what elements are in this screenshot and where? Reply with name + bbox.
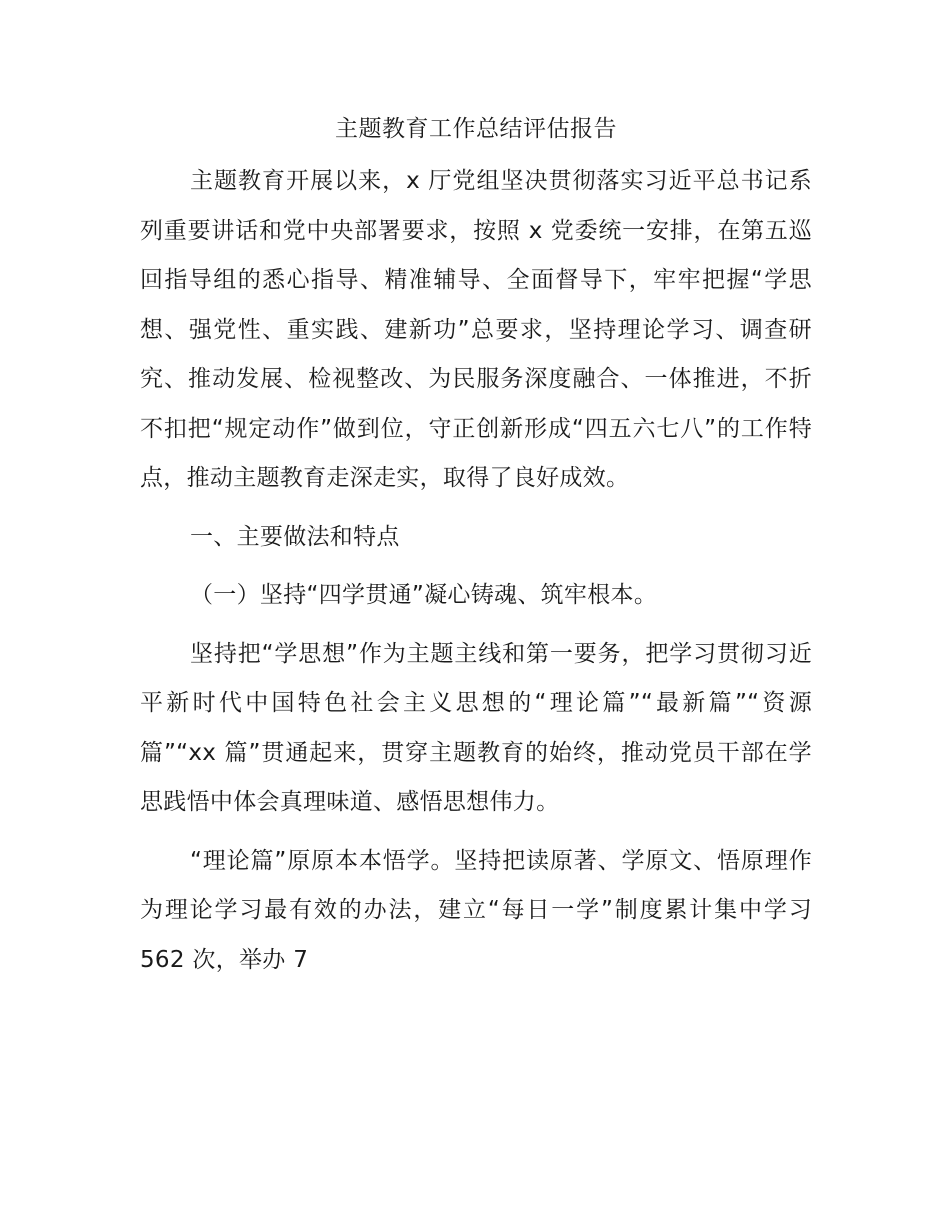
- document-body: [140, 108, 812, 985]
- body-paragraph-2: “理论篇”原原本本悟学。坚持把读原著、学原文、悟原理作为理论学习最有效的办法，建立“每日一学”制度累计集中学习 562 次，举办 7: [140, 847, 812, 973]
- subsection-heading: （一）坚持“四学贯通”凝心铸魂、筑牢根本。: [190, 582, 658, 608]
- body-paragraph-1: 坚持把“学思想”作为主题主线和第一要务，把学习贯彻习近平新时代中国特色社会主义思想的“理论篇”“最新篇”“资源篇”“xx 篇”贯通起来，贯穿主题教育的始终，推动党员干部在学思践悟中体会真理味道、感悟思想伟力。: [140, 640, 812, 815]
- document-title: 主题教育工作总结评估报告: [335, 116, 617, 142]
- section-heading: 一、主要做法和特点: [190, 523, 400, 550]
- intro-paragraph: 主题教育开展以来，x 厅党组坚决贯彻落实习近平总书记系列重要讲话和党中央部署要求，按照 x 党委统一安排，在第五巡回指导组的悉心指导、精准辅导、全面督导下，牢牢把握“学思想、强党性、重实践、建新功”总要求，坚持理论学习、调查研究、推动发展、检视整改、为民服务深度融合、一体推进，不折不扣把“规定动作”做到位，守正创新形成“四五六七八”的工作特点，推动主题教育走深走实，取得了良好成效。: [140, 168, 812, 491]
